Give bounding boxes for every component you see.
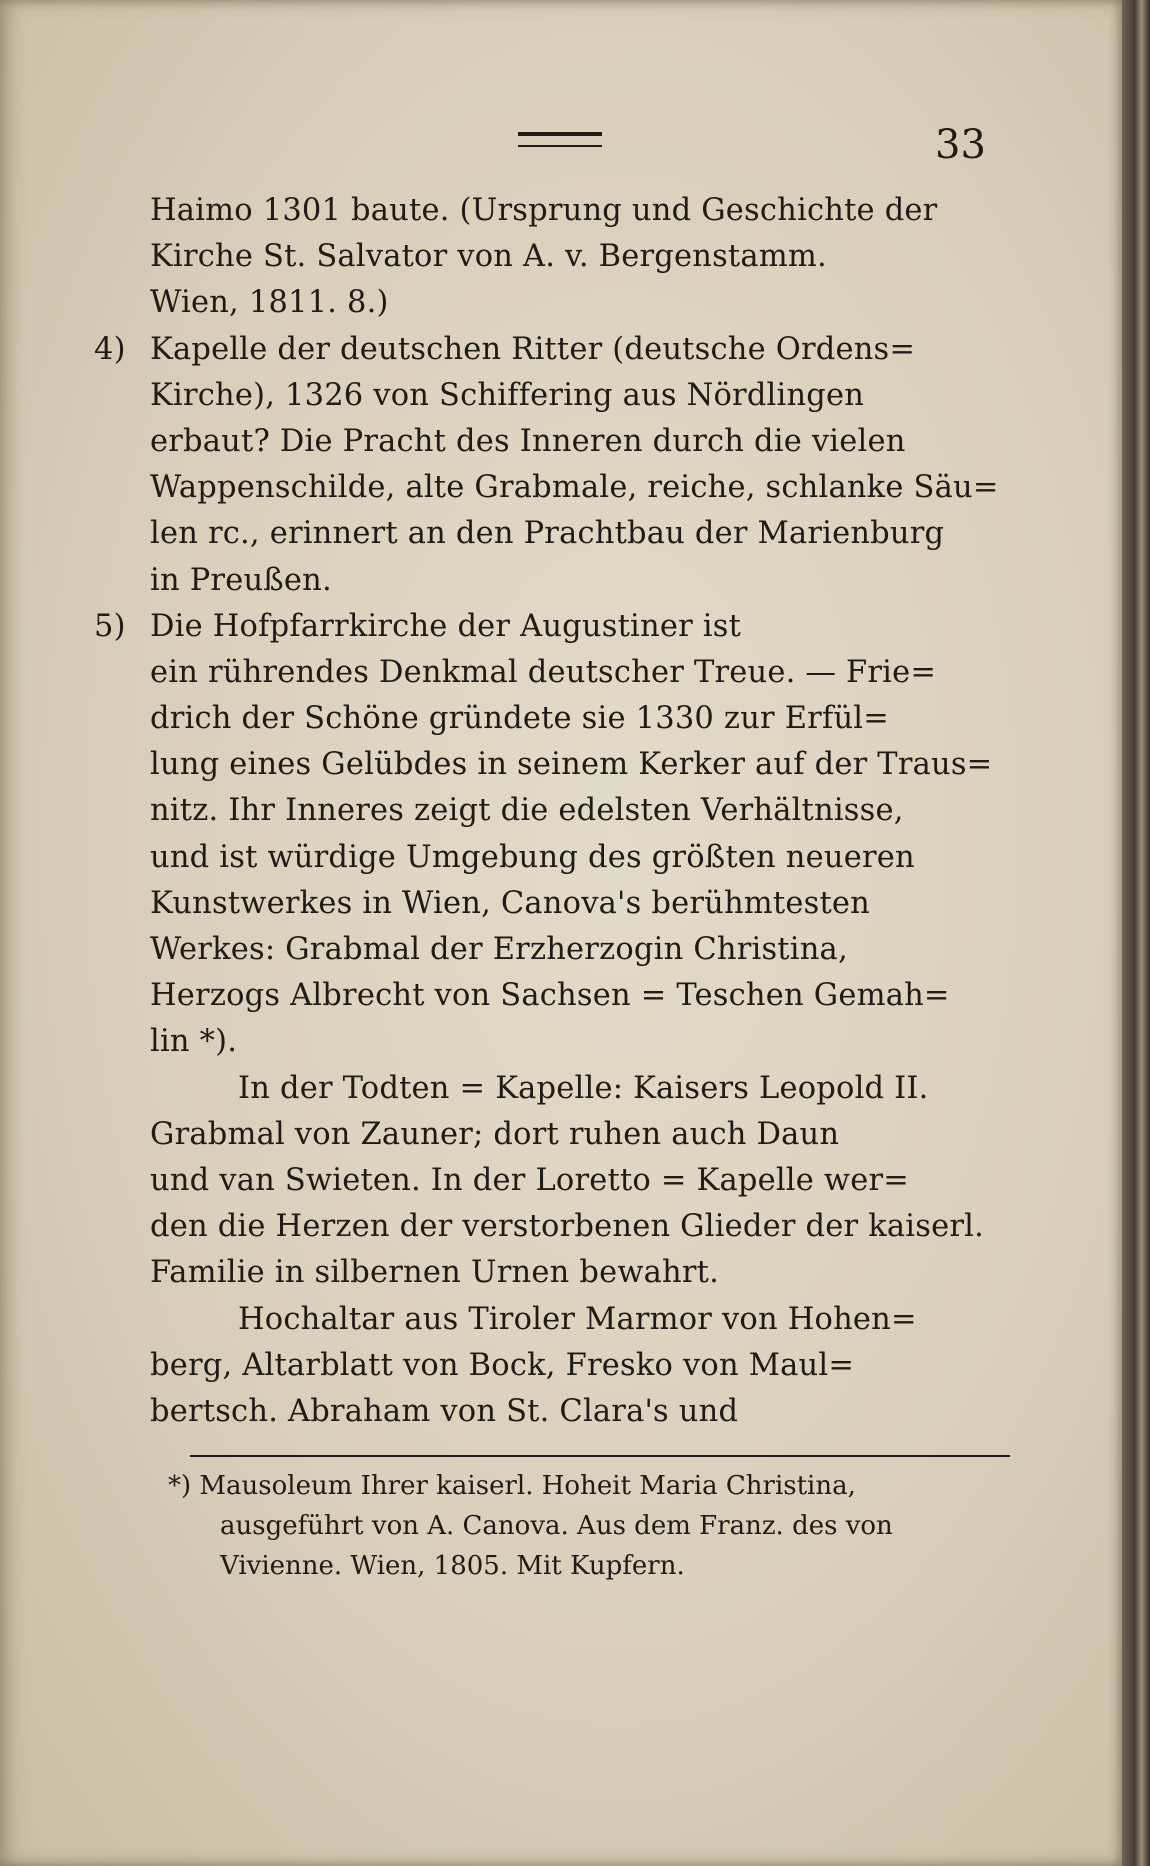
page-number: 33 xyxy=(935,122,986,168)
text-line: len rc., erinnert an den Prachtbau der Marienburg xyxy=(150,516,945,552)
list-marker-5: 5) xyxy=(94,608,126,644)
text-line: Kunstwerkes in Wien, Canova's berühmtesten xyxy=(150,885,871,921)
text-line: Wappenschilde, alte Grabmale, reiche, schlanke Säu= xyxy=(150,470,999,506)
footnote-separator xyxy=(190,1455,1010,1457)
paragraph-first-line: In der Todten = Kapelle: Kaisers Leopold II. xyxy=(238,1070,929,1106)
footnote-line xyxy=(168,1466,1018,1506)
footnote-text: Mausoleum Ihrer kaiserl. Hoheit Maria Christina, xyxy=(199,1471,856,1501)
text-line: Haimo 1301 baute. (Ursprung und Geschichte der xyxy=(150,193,938,228)
main-text xyxy=(94,188,1000,1435)
text-line: berg, Altarblatt von Bock, Fresko von Maul= xyxy=(150,1347,855,1383)
footnote-line: Vivienne. Wien, 1805. Mit Kupfern. xyxy=(220,1551,685,1581)
paragraph-first-line: Hochaltar aus Tiroler Marmor von Hohen= xyxy=(238,1301,917,1337)
footnote-marker: *) xyxy=(168,1471,192,1501)
text-line: nitz. Ihr Inneres zeigt die edelsten Verhältnisse, xyxy=(150,793,904,829)
text-line: Familie in silbernen Urnen bewahrt. xyxy=(150,1255,720,1291)
text-line: erbaut? Die Pracht des Inneren durch die vielen xyxy=(150,423,906,459)
footnote-line: ausgeführt von A. Canova. Aus dem Franz. des von xyxy=(220,1511,893,1541)
footnote xyxy=(168,1466,1018,1586)
text-line: und ist würdige Umgebung des größten neueren xyxy=(150,839,915,875)
text-line: Grabmal von Zauner; dort ruhen auch Daun xyxy=(150,1116,840,1152)
book-edge xyxy=(1122,0,1150,1866)
text-line: Kirche St. Salvator von A. v. Bergenstamm. xyxy=(150,239,827,275)
text-line: drich der Schöne gründete sie 1330 zur Erfül= xyxy=(150,701,890,737)
text-line: Wien, 1811. 8.) xyxy=(150,285,389,321)
header-ornament-rule xyxy=(518,132,602,147)
text-line: ein rührendes Denkmal deutscher Treue. — Frie= xyxy=(150,654,937,690)
text-line: Werkes: Grabmal der Erzherzogin Christina, xyxy=(150,932,848,967)
text-line: lung eines Gelübdes in seinem Kerker auf der Traus= xyxy=(150,747,993,783)
text-line: und van Swieten. In der Loretto = Kapelle wer= xyxy=(150,1162,909,1198)
text-line: lin *). xyxy=(150,1024,238,1060)
text-line: Kapelle der deutschen Ritter (deutsche Ordens= xyxy=(150,331,916,367)
text-line: Die Hofpfarrkirche der Augustiner ist xyxy=(150,608,742,644)
text-line: Kirche), 1326 von Schiffering aus Nördlingen xyxy=(150,377,865,413)
list-item-5-first-line xyxy=(94,604,1000,650)
list-item-4-first-line xyxy=(94,327,1000,373)
text-line: den die Herzen der verstorbenen Glieder der kaiserl. xyxy=(150,1209,984,1245)
text-line: Herzogs Albrecht von Sachsen = Teschen Gemah= xyxy=(150,978,950,1014)
text-line: bertsch. Abraham von St. Clara's und xyxy=(150,1393,739,1429)
text-line: in Preußen. xyxy=(150,562,332,598)
list-marker-4: 4) xyxy=(94,331,126,367)
